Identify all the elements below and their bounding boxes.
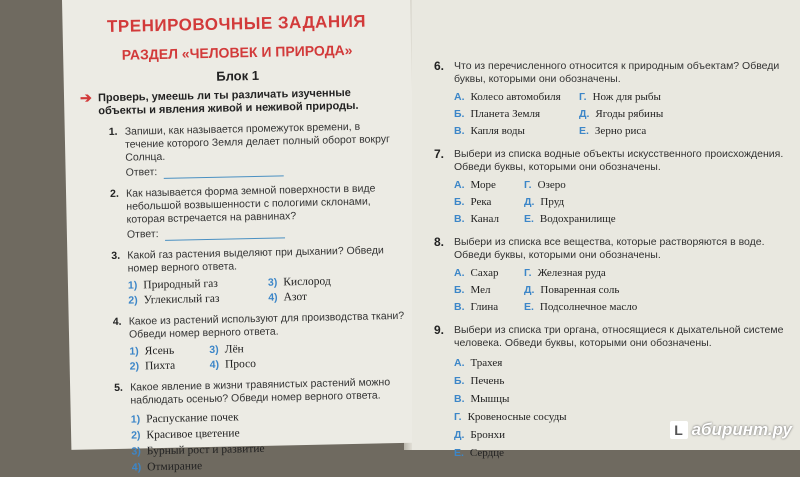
option-label: 3)	[209, 343, 219, 356]
option-text: Сахар	[470, 267, 499, 279]
option-text: Лён	[224, 343, 244, 356]
option[interactable]	[128, 277, 268, 293]
option-text: Планета Земля	[470, 108, 541, 120]
option-label: Е.	[579, 125, 589, 137]
question-number: 9.	[434, 323, 445, 337]
option-label: Г.	[579, 91, 587, 103]
option[interactable]	[524, 267, 684, 280]
option[interactable]	[524, 196, 674, 209]
option-label: 2)	[129, 360, 140, 373]
option[interactable]	[454, 444, 786, 462]
answer-label: Ответ:	[126, 228, 159, 241]
option-text: Озеро	[537, 179, 566, 191]
option-text: Печень	[470, 375, 505, 387]
option-text: Море	[470, 179, 496, 191]
question-number: 2.	[109, 187, 119, 201]
question-8	[434, 235, 786, 314]
option[interactable]	[524, 301, 684, 314]
option-text: Канал	[470, 213, 499, 225]
options-grid	[454, 267, 786, 314]
option-text: Кровеносные сосуды	[467, 411, 567, 423]
option[interactable]	[579, 91, 729, 104]
option-text: Пруд	[540, 196, 565, 208]
option[interactable]	[454, 301, 524, 314]
question-6	[434, 59, 786, 138]
option-label: Д.	[579, 108, 590, 120]
question-1	[108, 120, 402, 180]
option[interactable]	[454, 213, 524, 226]
top-spacer	[412, 0, 800, 50]
question-4	[112, 309, 406, 374]
question-7	[434, 147, 786, 226]
right-page	[412, 0, 800, 459]
option-text: Красивое цветение	[146, 427, 240, 442]
page-title: ТРЕНИРОВОЧНЫЕ ЗАДАНИЯ	[106, 11, 367, 37]
options-list	[454, 354, 786, 462]
option-label: В.	[454, 213, 465, 225]
option-label: 4)	[268, 291, 278, 304]
option-text: Нож для рыбы	[592, 91, 661, 103]
option-label: 3)	[131, 445, 141, 458]
option-label: Б.	[454, 108, 465, 120]
option[interactable]	[454, 390, 786, 408]
question-number: 1.	[108, 125, 118, 139]
option-text: Водохранилище	[539, 213, 616, 225]
option[interactable]	[268, 274, 408, 290]
option-label: А.	[454, 267, 465, 279]
question-5	[114, 376, 408, 476]
question-2	[109, 182, 403, 242]
option[interactable]	[130, 359, 210, 374]
option-label: 1)	[129, 345, 139, 358]
option-text: Природный газ	[143, 277, 218, 292]
answer-label: Ответ:	[125, 166, 158, 179]
option[interactable]	[454, 196, 524, 209]
options-grid	[128, 274, 405, 308]
option[interactable]	[524, 213, 674, 226]
watermark-text: абиринт.ру	[691, 420, 792, 439]
option[interactable]	[454, 179, 524, 192]
option-text: Бурный рост и развитие	[146, 442, 265, 458]
option-label: 1)	[127, 279, 138, 292]
option-label: Г.	[524, 179, 532, 191]
option-text: Азот	[283, 290, 308, 304]
question-number: 6.	[434, 59, 445, 73]
question-text: Какое явление в жизни травянистых растений можно наблюдать осенью? Обведи номер верного ответа.	[130, 376, 391, 407]
option[interactable]	[454, 284, 524, 297]
check-instruction	[79, 86, 398, 118]
option-text: Просо	[224, 358, 257, 371]
labirint-logo-icon: L	[670, 421, 688, 439]
option-text: Поваренная соль	[540, 284, 620, 296]
left-page	[62, 0, 419, 474]
option-label: 3)	[267, 276, 278, 289]
option-text: Подсолнечное масло	[539, 301, 638, 313]
option-text: Мел	[470, 284, 491, 296]
block-title: Блок 1	[216, 67, 260, 84]
question-text: Выбери из списка водные объекты искусственного происхождения. Обведи буквы, которыми они обозначены.	[454, 148, 784, 173]
question-text: Выбери из списка три органа, относящиеся к дыхательной системе человека. Обведи буквы, которыми они обозначены.	[454, 324, 784, 349]
option-label: Д.	[454, 429, 465, 441]
option-label: Г.	[454, 411, 462, 423]
question-number: 3.	[111, 249, 121, 263]
option[interactable]	[579, 125, 729, 138]
answer-line[interactable]	[163, 175, 283, 179]
option-label: Б.	[454, 375, 465, 387]
option-text: Сердце	[469, 447, 504, 459]
option-label: Е.	[524, 213, 534, 225]
question-number: 8.	[434, 235, 445, 249]
option-label: В.	[454, 301, 465, 313]
question-number: 4.	[112, 315, 122, 329]
options-grid	[129, 340, 406, 374]
option[interactable]	[454, 125, 579, 138]
option-label: 1)	[130, 413, 141, 426]
option-text: Трахея	[470, 357, 503, 369]
option-label: Б.	[454, 196, 465, 208]
option-text: Бронхи	[470, 429, 505, 441]
question-number: 7.	[434, 147, 445, 161]
option-text: Железная руда	[537, 267, 606, 279]
option-text: Ягоды рябины	[595, 108, 664, 120]
option-text: Пихта	[144, 359, 176, 373]
option-text: Глина	[470, 301, 499, 313]
question-3	[111, 244, 404, 308]
option-text: Мышцы	[470, 393, 510, 405]
option[interactable]	[524, 179, 674, 192]
option-text: Колесо автомобиля	[470, 91, 561, 103]
option-label: Д.	[524, 284, 535, 296]
option[interactable]	[579, 108, 729, 121]
check-text: Проверь, умеешь ли ты различать изученные объекты и явления живой и неживой природы.	[97, 86, 359, 118]
option[interactable]	[210, 357, 290, 372]
option-text: Зерно риса	[594, 125, 647, 137]
option-label: Е.	[524, 301, 534, 313]
option-text: Отмирание	[147, 460, 203, 474]
options-grid	[454, 91, 786, 138]
option-label: В.	[454, 125, 465, 137]
watermark	[670, 420, 792, 440]
option-label: В.	[454, 393, 465, 405]
option-text: Ясень	[144, 344, 175, 358]
option[interactable]	[454, 354, 786, 372]
option[interactable]	[524, 284, 684, 297]
option-label: 2)	[131, 429, 141, 442]
option[interactable]	[454, 372, 786, 390]
option-label: Е.	[454, 447, 464, 459]
answer-line[interactable]	[165, 237, 285, 241]
option-label: А.	[454, 179, 465, 191]
options-grid	[454, 179, 786, 226]
option-text: Река	[470, 196, 492, 208]
question-text: Какой газ растения выделяют при дыхании? Обведи номер верного ответа.	[127, 244, 384, 275]
option[interactable]	[454, 267, 524, 280]
option[interactable]	[209, 342, 289, 357]
option-text: Распускание почек	[146, 411, 239, 426]
question-text: Выбери из списка все вещества, которые растворяются в воде. Обведи буквы, которыми они обозначены.	[454, 236, 765, 261]
question-text: Как называется форма земной поверхности в виде небольшой возвышенности с пологими склонами, которая встречается на равнинах?	[125, 182, 376, 226]
option-text: Капля воды	[470, 125, 525, 137]
options-list	[131, 406, 408, 476]
option[interactable]	[454, 91, 579, 104]
option-label: 4)	[131, 461, 142, 474]
question-number: 5.	[114, 381, 124, 394]
option[interactable]	[129, 344, 209, 359]
option-label: А.	[454, 91, 465, 103]
option-label: Г.	[524, 267, 532, 279]
option-text: Кислород	[283, 275, 331, 289]
option-label: 2)	[128, 294, 138, 307]
question-9	[434, 323, 786, 462]
option-label: Б.	[454, 284, 465, 296]
question-text: Какое из растений используют для производства ткани? Обведи номер верного ответа.	[128, 309, 405, 341]
section-title: РАЗДЕЛ «ЧЕЛОВЕК И ПРИРОДА»	[121, 41, 353, 63]
option-label: Д.	[524, 196, 535, 208]
question-text: Запиши, как называется промежуток времени, в течение которого Земля делает полный оборот вокруг Солнца.	[124, 120, 390, 164]
option[interactable]	[268, 289, 408, 305]
arrow-icon: ➔	[79, 89, 92, 106]
option-label: 4)	[209, 358, 220, 371]
question-text: Что из перечисленного относится к природным объектам? Обведи буквы, которыми они обозначены.	[454, 60, 780, 85]
option-text: Углекислый газ	[143, 292, 220, 307]
option-label: А.	[454, 357, 465, 369]
option[interactable]	[128, 292, 268, 308]
option[interactable]	[454, 108, 579, 121]
